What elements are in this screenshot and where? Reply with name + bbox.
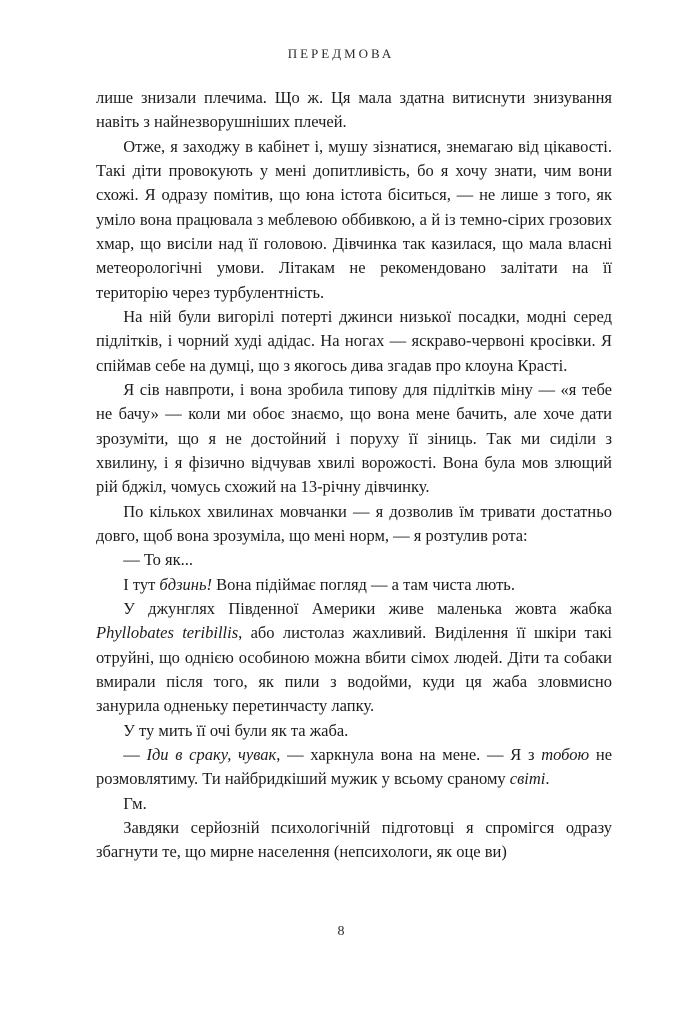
text-run: У ту мить її очі були як та жаба. <box>123 720 349 740</box>
text-run: , або листолаз жахливий. Виділення її шкіри такі отруйні, що однією особиною можна вбити сімох людей. Діти та собаки вмирали після того, як пили з водойми, куди ця жаба зловмисно занурила одненьку перетинчасту лапку. <box>96 623 612 716</box>
italic-text-run: тобою <box>541 744 590 764</box>
paragraph <box>96 792 612 816</box>
text-run: . <box>545 769 550 789</box>
paragraph <box>96 816 612 865</box>
paragraph <box>96 573 612 597</box>
text-run: лише знизали плечима. Що ж. Ця мала здатна витиснути знизування навіть з найнезворушніших плечей. <box>96 88 612 132</box>
text-run: У джунглях Південної Америки живе маленька жовта жабка <box>123 598 612 618</box>
text-run: Гм. <box>123 793 147 813</box>
text-run: Отже, я заходжу в кабінет і, мушу зізнатися, знемагаю від цікавості. Такі діти провокують у мені допитливість, бо я хочу знати, чим вони схожі. Я одразу помітив, що юна істота біситься, — не лише з того, як уміло вона працювала з меблевою оббивкою, а й із темно-сірих грозових хмар, що висіли над її головою. Дівчинка так казилася, що мала власні метеорологічні умови. Літакам не рекомендовано залітати на її територію через турбулентність. <box>96 136 612 302</box>
text-run: — То як... <box>123 550 194 570</box>
text-run: Вона підіймає погляд — а там чиста лють. <box>211 574 515 594</box>
page-number: 8 <box>337 924 345 939</box>
text-run: , — харкнула вона на мене. — Я з <box>276 744 542 764</box>
italic-text-run: бдзинь! <box>159 574 212 594</box>
paragraph <box>96 500 612 549</box>
paragraph <box>96 719 612 743</box>
running-head: ПЕРЕДМОВА <box>287 46 395 61</box>
paragraph <box>96 378 612 500</box>
italic-text-run: світі <box>509 769 546 789</box>
text-run: На ній були вигорілі потерті джинси низької посадки, модні серед підлітків, і чорний худі адідас. На ногах — яскраво-червоні кросівки. Я спіймав себе на думці, що з якогось дива згадав про клоуна Красті. <box>96 306 612 375</box>
text-run: І тут <box>123 574 160 594</box>
paragraph <box>96 548 612 572</box>
text-run: — <box>123 744 147 764</box>
italic-text-run: Іди в сраку, чувак <box>146 744 277 764</box>
paragraph <box>96 305 612 378</box>
italic-text-run: Phyllobates teribillis <box>96 623 239 643</box>
page-body <box>96 86 612 865</box>
text-run: По кількох хвилинах мовчанки — я дозволив їм тривати достатньо довго, щоб вона зрозуміла, що мені норм, — я розтулив рота: <box>96 501 612 545</box>
paragraph <box>96 597 612 719</box>
text-run: Завдяки серйозній психологічній підготовці я спромігся одразу збагнути те, що мирне населення (непсихологи, як оце ви) <box>96 817 612 862</box>
text-run: Я сів навпроти, і вона зробила типову для підлітків міну — «я тебе не бачу» — коли ми обоє знаємо, що вона мене бачить, але хоче дати зрозуміти, що я не достойний і поруху її зіниць. Так ми сиділи з хвилину, і я фізично відчував хвилі ворожості. Вона була мов злющий рій бджіл, чомусь схожий на 13-річну дівчинку. <box>96 379 612 497</box>
paragraph <box>96 86 612 135</box>
text-run: не розмовлятиму. Ти найбридкіший мужик у всьому сраному <box>96 744 613 789</box>
paragraph <box>96 135 612 305</box>
paragraph <box>96 743 612 792</box>
